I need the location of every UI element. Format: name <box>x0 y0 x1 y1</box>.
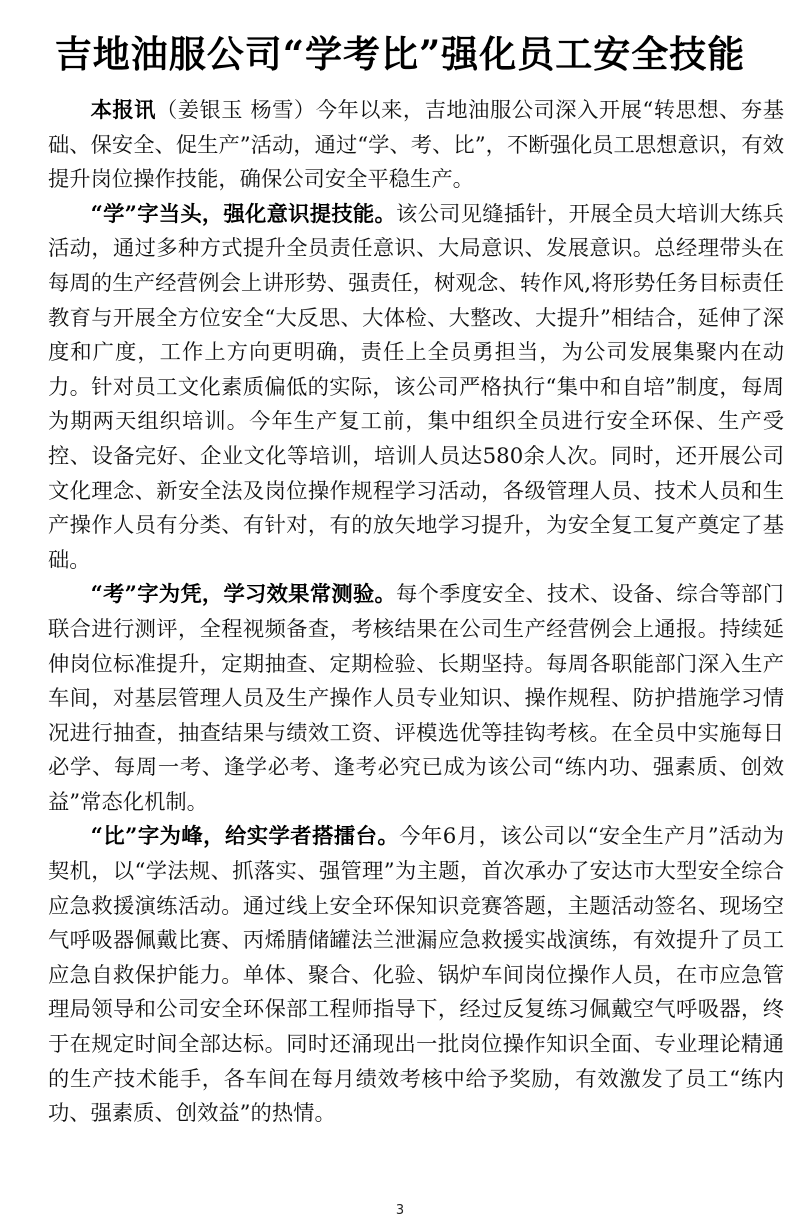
section-heading-compete: “比”字为峰，给实学者搭擂台。 <box>90 824 400 850</box>
section-compete-paragraph <box>48 820 784 1131</box>
section-heading-study: “学”字当头，强化意识提技能。 <box>90 201 397 227</box>
author-byline: （姜银玉 杨雪） <box>155 98 316 123</box>
section-exam-paragraph <box>48 578 784 820</box>
paragraph-text: 该公司见缝插针，开展全员大培训大练兵活动，通过多种方式提升全员责任意识、大局意识、发展意识。总经理带头在每周的生产经营例会上讲形势、强责任，树观念、转作风,将形势任务目标责任教育与开展全方位安全“大反思、大体检、大整改、大提升”相结合，延伸了深度和广度，工作上方向更明确，责任上全员勇担当，为公司发展集聚内在动力。针对员工文化素质偏低的实际，该公司严格执行“集中和自培”制度，每周为期两天组织培训。今年生产复工前，集中组织全员进行安全环保、生产受控、设备完好、企业文化等培训，培训人员达580余人次。同时，还开展公司文化理念、新安全法及岗位操作规程学习活动，各级管理人员、技术人员和生产操作人员有分类、有针对，有的放矢地学习提升，为安全复工复产奠定了基础。 <box>48 201 784 573</box>
dateline-label: 本报讯 <box>90 98 156 123</box>
page-number: 3 <box>395 1203 405 1218</box>
intro-paragraph <box>48 94 784 198</box>
paragraph-text: 每个季度安全、技术、设备、综合等部门联合进行测评，全程视频备查，考核结果在公司生产经营例会上通报。持续延伸岗位标准提升，定期抽查、定期检验、长期坚持。每周各职能部门深入生产车间，对基层管理人员及生产操作人员专业知识、操作规程、防护措施学习情况进行抽查，抽查结果与绩效工资、评模选优等挂钩考核。在全员中实施每日必学、每周一考、逢学必考、逢考必究已成为该公司“练内功、强素质、创效益”常态化机制。 <box>48 582 784 815</box>
article-title: 吉地油服公司“学考比”强化员工安全技能 <box>54 31 746 76</box>
section-study-paragraph <box>48 198 784 579</box>
paragraph-text: 今年6月，该公司以“安全生产月”活动为契机，以“学法规、抓落实、强管理”为主题，首次承办了安达市大型安全综合应急救援演练活动。通过线上安全环保知识竞赛答题，主题活动签名、现场空气呼吸器佩戴比赛、丙烯腈储罐法兰泄漏应急救援实战演练，有效提升了员工应急自救保护能力。单体、聚合、化验、锅炉车间岗位操作人员，在市应急管理局领导和公司安全环保部工程师指导下，经过反复练习佩戴空气呼吸器，终于在规定时间全部达标。同时还涌现出一批岗位操作知识全面、专业理论精通的生产技术能手，各车间在每月绩效考核中给予奖励，有效激发了员工“练内功、强素质、创效益”的热情。 <box>48 824 784 1127</box>
article-body <box>48 94 784 1132</box>
section-heading-exam: “考”字为凭，学习效果常测验。 <box>90 582 397 608</box>
paragraph-text: 今年以来，吉地油服公司深入开展“转思想、夯基础、保安全、促生产”活动，通过“学、考、比”，不断强化员工思想意识，有效提升岗位操作技能，确保公司安全平稳生产。 <box>48 98 784 193</box>
